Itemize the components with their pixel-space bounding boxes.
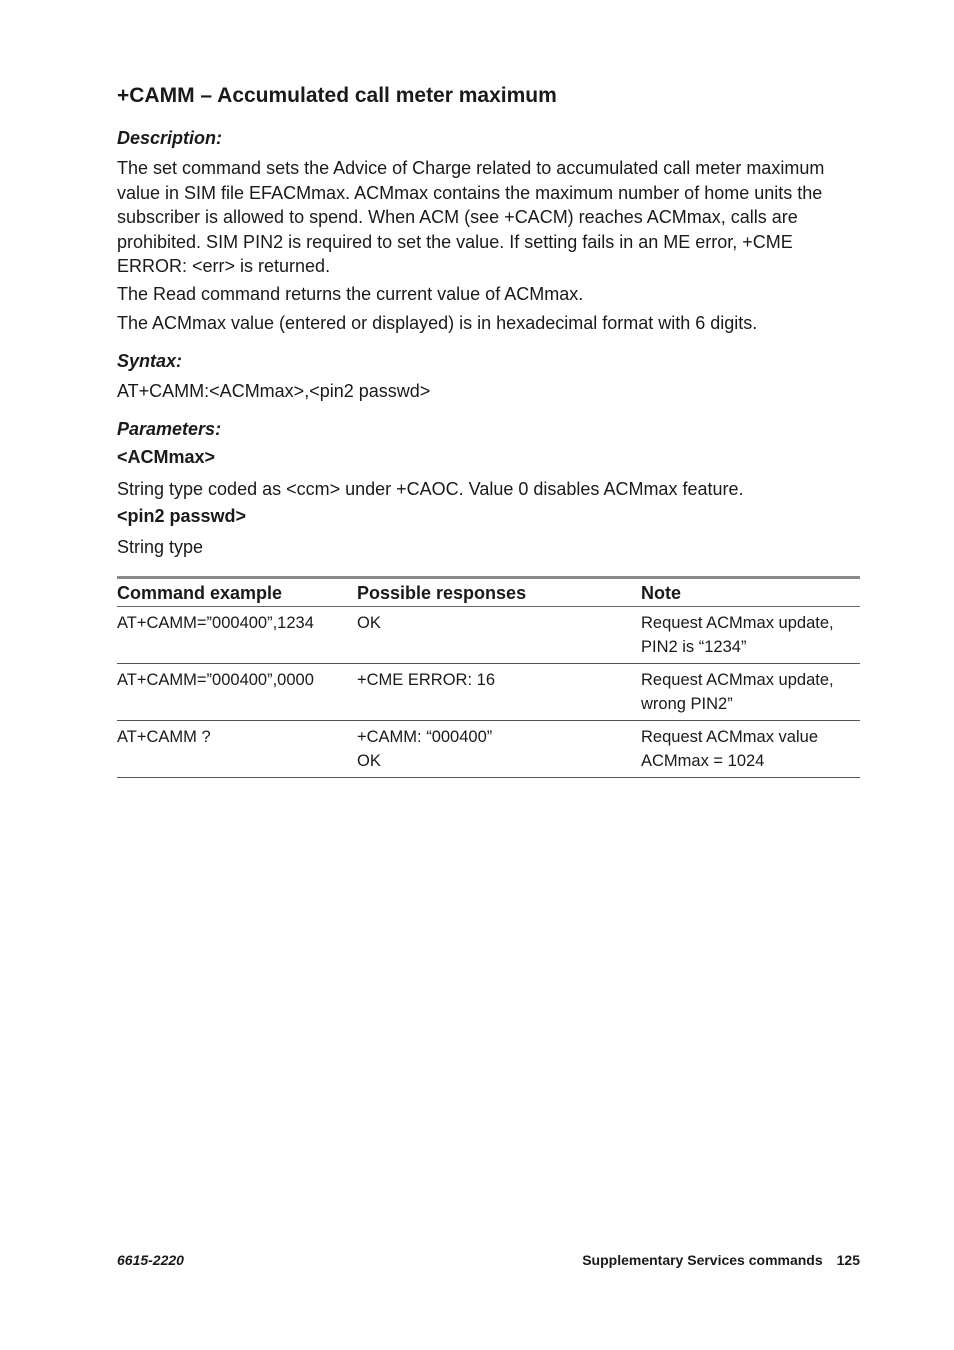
table-cell-response: +CME ERROR: 16 [357, 671, 495, 689]
footer-section-title: Supplementary Services commands [582, 1252, 823, 1268]
param-name-acmmax: <ACMmax> [117, 447, 216, 467]
footer-page-number: 125 [836, 1252, 860, 1268]
column-header-command: Command example [117, 583, 283, 603]
table-cell-response: OK [357, 614, 381, 632]
column-header-note: Note [641, 583, 681, 603]
footer-doc-number: 6615-2220 [117, 1252, 184, 1268]
table-cell-command: AT+CAMM ? [117, 728, 211, 746]
table-cell-note: Request ACMmax value ACMmax = 1024 [641, 728, 818, 770]
param-desc-acmmax: String type coded as <ccm> under +CAOC. Value 0 disables ACMmax feature. [117, 479, 744, 499]
parameters-label: Parameters: [117, 419, 222, 439]
table-row [117, 664, 860, 721]
param-name-pin2: <pin2 passwd> [117, 506, 247, 526]
table-header-row [117, 578, 860, 607]
table-cell-note: Request ACMmax update, PIN2 is “1234” [641, 614, 834, 656]
command-example-table [117, 576, 860, 778]
syntax-text: AT+CAMM:<ACMmax>,<pin2 passwd> [117, 381, 431, 401]
table-row [117, 721, 860, 778]
footer-section [582, 1252, 860, 1268]
description-paragraph-2: The Read command returns the current value of ACMmax. [117, 284, 584, 304]
table-cell-command: AT+CAMM=”000400”,1234 [117, 614, 314, 632]
description-label: Description: [117, 128, 223, 148]
param-desc-pin2: String type [117, 537, 204, 557]
syntax-label: Syntax: [117, 351, 183, 371]
table-row [117, 607, 860, 664]
column-header-responses: Possible responses [357, 583, 527, 603]
table-cell-response: +CAMM: “000400” OK [357, 728, 493, 770]
description-paragraph-3: The ACMmax value (entered or displayed) is in hexadecimal format with 6 digits. [117, 313, 758, 333]
description-paragraph-1: The set command sets the Advice of Charge related to accumulated call meter maximum value in SIM file EFACMmax. ACMmax contains the maximum number of home units the subscriber is allowed to spend. When ACM (see +CACM) reaches ACMmax, calls are prohibited. SIM PIN2 is required to set the value. If setting fails in an ME error, +CME ERROR: <err> is returned. [117, 158, 825, 276]
page-title: +CAMM – Accumulated call meter maximum [117, 84, 557, 107]
table-cell-command: AT+CAMM=”000400”,0000 [117, 671, 314, 689]
table-cell-note: Request ACMmax update, wrong PIN2” [641, 671, 834, 713]
